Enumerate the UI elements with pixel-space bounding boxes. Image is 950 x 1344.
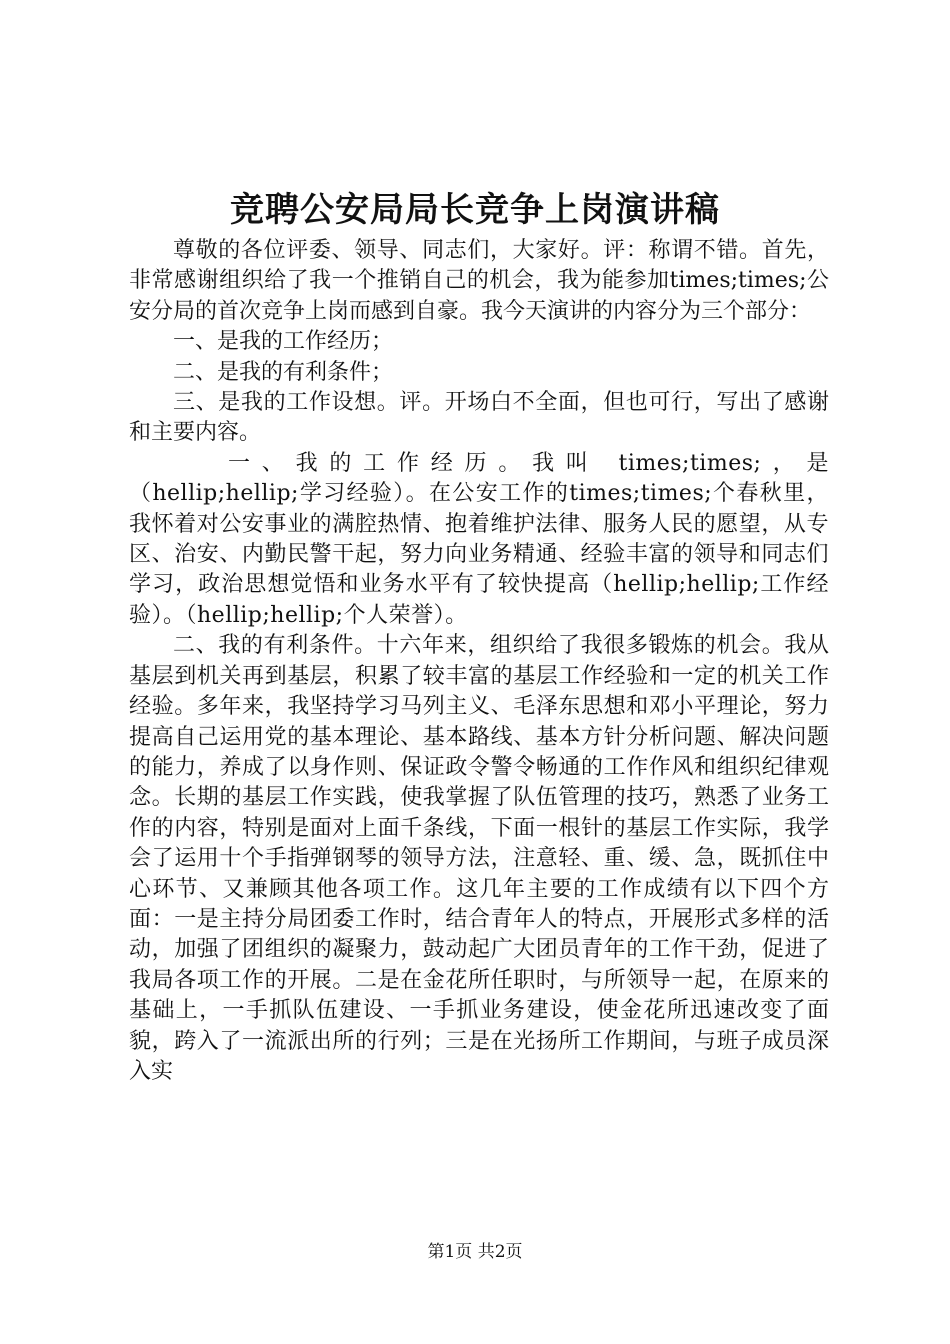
paragraph-greeting: 尊敬的各位评委、领导、同志们，大家好。评：称谓不错。首先，非常感谢组织给了我一个推销自己的机会，我为能参加times;times;公安分局的首次竞争上岗而感到自豪。我今天演讲的内容分为三个部分： [129,238,829,324]
document-title: 竞聘公安局局长竞争上岗演讲稿 [230,190,720,230]
paragraph-outline-3: 三、是我的工作设想。评。开场白不全面，但也可行，写出了感谢和主要内容。 [129,390,829,446]
paragraph-advantages: 二、我的有利条件。十六年来，组织给了我很多锻炼的机会。我从基层到机关再到基层，积累了较丰富的基层工作经验和一定的机关工作经验。多年来，我坚持学习马列主义、毛泽东思想和邓小平理论，努力提高自己运用党的基本理论、基本路线、基本方针分析问题、解决问题的能力，养成了以身作则、保证政令警令畅通的工作作风和组织纪律观念。长期的基层工作实践，使我掌握了队伍管理的技巧，熟悉了业务工作的内容，特别是面对上面千条线，下面一根针的基层工作实际，我学会了运用十个手指弹钢琴的领导方法，注意轻、重、缓、急，既抓住中心环节、又兼顾其他各项工作。这几年主要的工作成绩有以下四个方面：一是主持分局团委工作时，结合青年人的特点，开展形式多样的活动，加强了团组织的凝聚力，鼓动起广大团员青年的工作干劲，促进了我局各项工作的开展。二是在金花所任职时，与所领导一起，在原来的基础上，一手抓队伍建设、一手抓业务建设，使金花所迅速改变了面貌，跨入了一流派出所的行列；三是在光扬所工作期间，与班子成员深入实 [129,633,829,1084]
paragraph-outline-2: 二、是我的有利条件； [173,359,394,385]
paragraph-work-history: 一、我的工作经历。我叫 times;times;，是（hellip;hellip;学习经验）。在公安工作的times;times;个春秋里，我怀着对公安事业的满腔热情、抱着维护法律、服务人民的愿望，从专区、治安、内勤民警干起，努力向业务精通、经验丰富的领导和同志们学习，政治思想觉悟和业务水平有了较快提高（hellip;hellip;工作经验）。（hellip;hellip;个人荣誉）。 [129,450,829,628]
document-body [129,236,829,1087]
page-number-footer: 第1页 共2页 [427,1242,523,1262]
paragraph-outline-1: 一、是我的工作经历； [173,329,394,355]
